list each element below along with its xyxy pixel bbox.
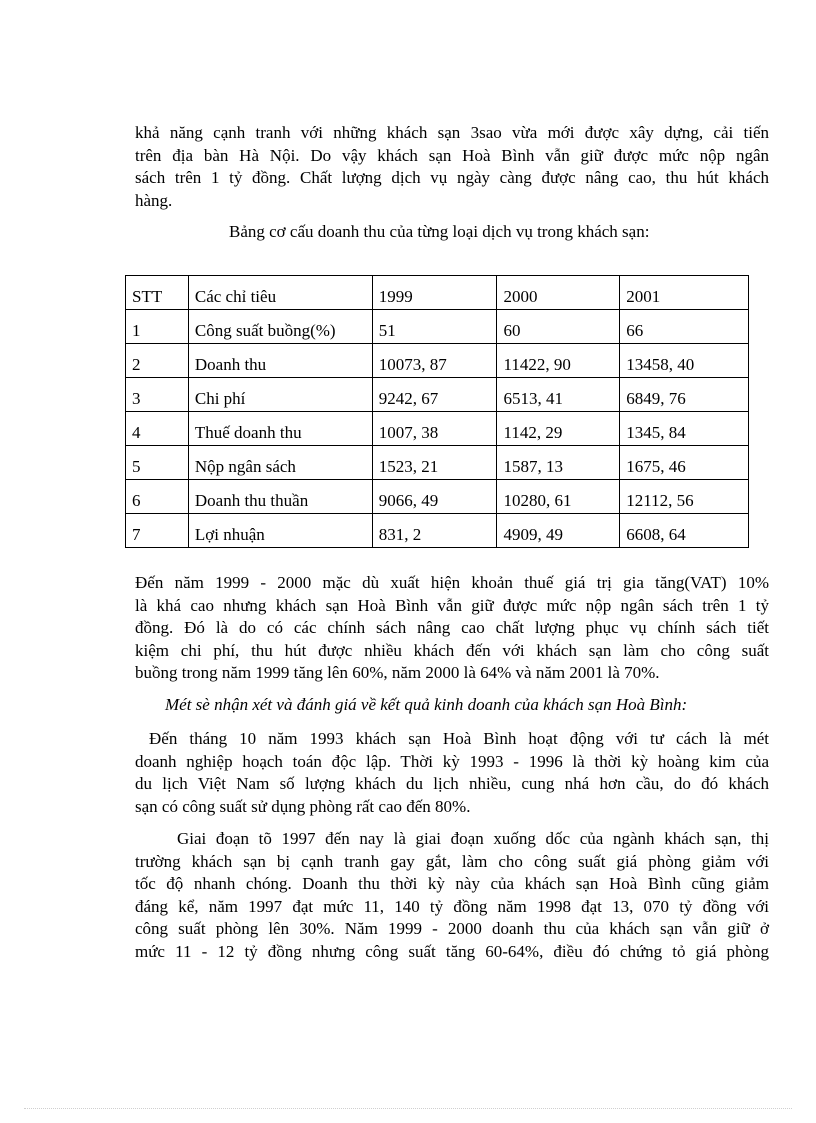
table-cell: 6513, 41 — [497, 378, 620, 412]
table-cell: 4 — [126, 412, 189, 446]
table-cell: 831, 2 — [372, 514, 497, 548]
paragraph-intro — [135, 122, 769, 212]
paragraph-history — [135, 728, 769, 818]
text-line: sạn có công suất sử dụng phòng rất cao đến 80%. — [135, 796, 471, 816]
table-cell: 4909, 49 — [497, 514, 620, 548]
header-cell: 2000 — [497, 276, 620, 310]
text-line: khả năng cạnh tranh với những khách sạn 3sao vừa mới được xây dựng, cải tiến — [135, 123, 769, 142]
table-cell: 1 — [126, 310, 189, 344]
table-cell: Nộp ngân sách — [188, 446, 372, 480]
header-cell: 1999 — [372, 276, 497, 310]
text-line: là khá cao nhưng khách sạn Hoà Bình vẫn giữ được mức nộp ngân sách trên 1 tỷ — [135, 595, 769, 615]
table-cell: 11422, 90 — [497, 344, 620, 378]
table-cell: 6849, 76 — [620, 378, 749, 412]
table-row — [126, 310, 749, 344]
table-cell: 1007, 38 — [372, 412, 497, 446]
table-row — [126, 514, 749, 548]
table-cell: 7 — [126, 514, 189, 548]
table-cell: Thuế doanh thu — [188, 412, 372, 446]
text-line: công suất phòng lên 30%. Năm 1999 - 2000 doanh thu của khách sạn vẫn giữ ở — [135, 919, 769, 938]
table-cell: Doanh thu thuần — [188, 480, 372, 514]
header-cell: 2001 — [620, 276, 749, 310]
paragraph-vat — [135, 572, 769, 685]
table-cell: Công suất buồng(%) — [188, 310, 372, 344]
table-cell: 10073, 87 — [372, 344, 497, 378]
text-line: trường khách sạn bị cạnh tranh gay gắt, làm cho công suất giá phòng giảm với — [135, 851, 769, 871]
text-line: mức 11 - 12 tỷ đồng nhưng công suất tăng 60-64%, điều đó chứng tỏ giá phòng — [135, 941, 769, 961]
text-line: Đến tháng 10 năm 1993 khách sạn Hoà Bình hoạt động với tư cách là mét — [149, 729, 769, 748]
table-cell: 66 — [620, 310, 749, 344]
table-cell: 9066, 49 — [372, 480, 497, 514]
text-line: du lịch Việt Nam số lượng khách du lịch nhiều, cung nhá hơn cầu, do đó khách — [135, 774, 769, 793]
text-line: Đến năm 1999 - 2000 mặc dù xuất hiện khoản thuế giá trị gia tăng(VAT) 10% — [135, 573, 769, 592]
header-cell: Các chỉ tiêu — [188, 276, 372, 310]
section-heading: Mét sè nhận xét và đánh giá về kết quả kinh doanh của khách sạn Hoà Bình: — [165, 695, 688, 714]
table-cell: Chi phí — [188, 378, 372, 412]
text-line: đáng kể, năm 1997 đạt mức 11, 140 tỷ đồng năm 1998 đạt 13, 070 tỷ đồng với — [135, 896, 769, 916]
table-row — [126, 378, 749, 412]
table-cell: Lợi nhuận — [188, 514, 372, 548]
table-cell: 1345, 84 — [620, 412, 749, 446]
table-cell: 1675, 46 — [620, 446, 749, 480]
table-cell: 51 — [372, 310, 497, 344]
text-line: đồng. Đó là do có các chính sách nâng cao chất lượng phục vụ chính sách tiết — [135, 618, 769, 637]
paragraph-decline — [135, 828, 769, 963]
text-line: doanh nghiệp hoạch toán độc lập. Thời kỳ 1993 - 1996 là thời kỳ hoàng kim của — [135, 751, 769, 771]
text-line: hàng. — [135, 190, 173, 210]
table-cell: 3 — [126, 378, 189, 412]
text-line: buồng trong năm 1999 tăng lên 60%, năm 2000 là 64% và năm 2001 là 70%. — [135, 663, 660, 682]
table-cell: 60 — [497, 310, 620, 344]
table-cell: 10280, 61 — [497, 480, 620, 514]
revenue-table — [125, 275, 749, 548]
table-row — [126, 412, 749, 446]
table-cell: 13458, 40 — [620, 344, 749, 378]
table-caption: Bảng cơ cấu doanh thu của từng loại dịch vụ trong khách sạn: — [229, 222, 650, 241]
table-cell: 1523, 21 — [372, 446, 497, 480]
text-line: trên địa bàn Hà Nội. Do vậy khách sạn Hoà Bình vẫn giữ được mức nộp ngân — [135, 145, 769, 165]
table-row — [126, 344, 749, 378]
text-line: tốc độ nhanh chóng. Doanh thu thời kỳ này của khách sạn Hoà Bình cũng giảm — [135, 874, 769, 893]
text-line: sách trên 1 tỷ đồng. Chất lượng dịch vụ ngày càng được nâng cao, thu hút khách — [135, 168, 769, 187]
table-cell: Doanh thu — [188, 344, 372, 378]
table-cell: 6 — [126, 480, 189, 514]
table-cell: 1142, 29 — [497, 412, 620, 446]
table-row — [126, 446, 749, 480]
table-row — [126, 480, 749, 514]
table-cell: 6608, 64 — [620, 514, 749, 548]
table-header-row — [126, 276, 749, 310]
text-line: kiệm chi phí, thu hút được nhiều khách đến với khách sạn làm cho công suất — [135, 640, 769, 660]
table-cell: 12112, 56 — [620, 480, 749, 514]
table-cell: 5 — [126, 446, 189, 480]
table-cell: 9242, 67 — [372, 378, 497, 412]
page-bottom-divider — [24, 1108, 792, 1109]
text-line: Giai đoạn tõ 1997 đến nay là giai đoạn xuống dốc của ngành khách sạn, thị — [177, 829, 769, 848]
header-cell: STT — [126, 276, 189, 310]
table-cell: 1587, 13 — [497, 446, 620, 480]
table-cell: 2 — [126, 344, 189, 378]
